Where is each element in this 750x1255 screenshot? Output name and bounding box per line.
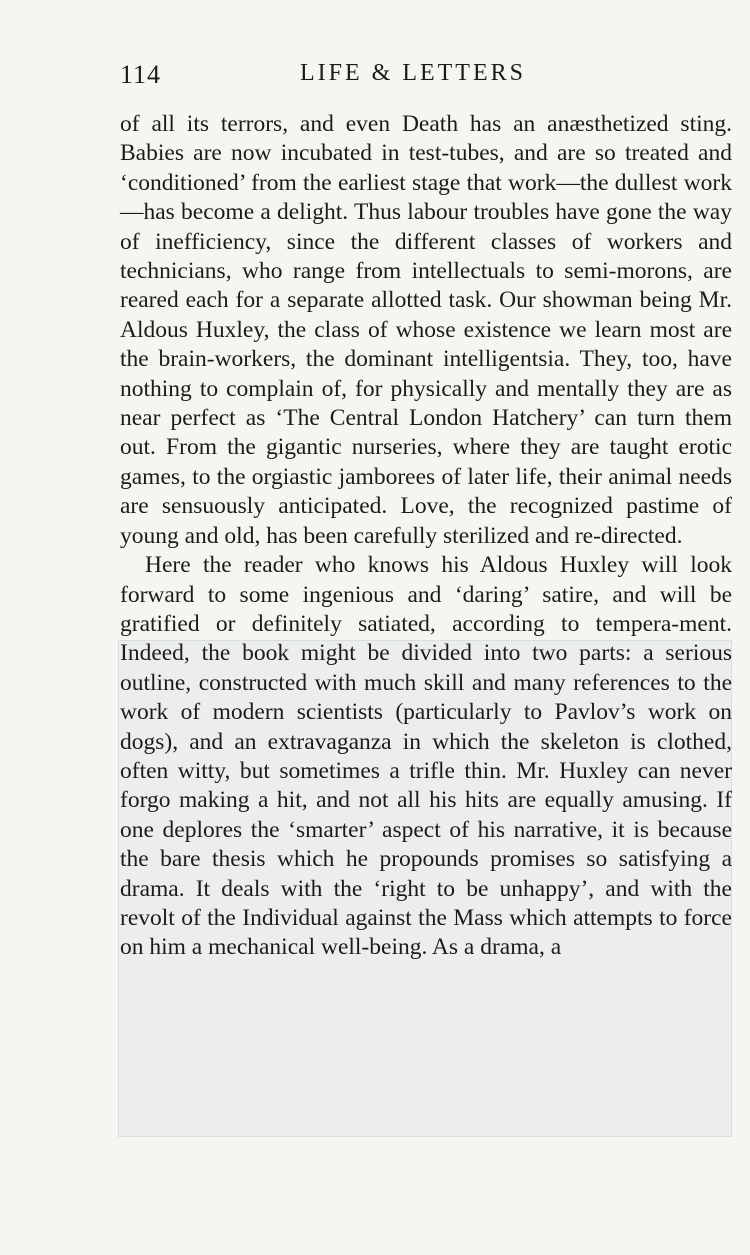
paragraph-2: Here the reader who knows his Aldous Huxley will look forward to some ingenious and ‘daring’ satire, and will be gratified or definitely satiated, according to tempera-ment. Indeed, the book might be divided into two parts: a serious outline, constructed with much skill and many references to the work of modern scientists (particularly to Pavlov’s work on dogs), and an extravaganza in which the skeleton is clothed, often witty, but sometimes a trifle thin. Mr. Huxley can never forgo making a hit, and not all his hits are equally amusing. If one deplores the ‘smarter’ aspect of his narrative, it is because the bare thesis which he propounds promises so satisfying a drama. It deals with the ‘right to be unhappy’, and with the revolt of the Individual against the Mass which attempts to force on him a mechanical well-being. As a drama, a: [120, 552, 732, 961]
running-head: [120, 60, 732, 100]
paragraph-1: of all its terrors, and even Death has an anæsthetized sting. Babies are now incubated in test-tubes, and are so treated and ‘conditioned’ from the earliest stage that work—the dullest work—has become a delight. Thus labour troubles have gone the way of inefficiency, since the different classes of workers and technicians, who range from intellectuals to semi-morons, are reared each for a separate allotted task. Our showman being Mr. Aldous Huxley, the class of whose existence we learn most are the brain-workers, the dominant intelligentsia. They, too, have nothing to complain of, for physically and mentally they are as near perfect as ‘The Central London Hatchery’ can turn them out. From the gigantic nurseries, where they are taught erotic games, to the orgiastic jamborees of later life, their animal needs are sensuously anticipated. Love, the recognized pastime of young and old, has been carefully sterilized and re-directed.: [120, 111, 732, 549]
page-number: 114: [120, 60, 162, 89]
running-title: LIFE & LETTERS: [300, 60, 526, 86]
body-text: [120, 110, 732, 963]
